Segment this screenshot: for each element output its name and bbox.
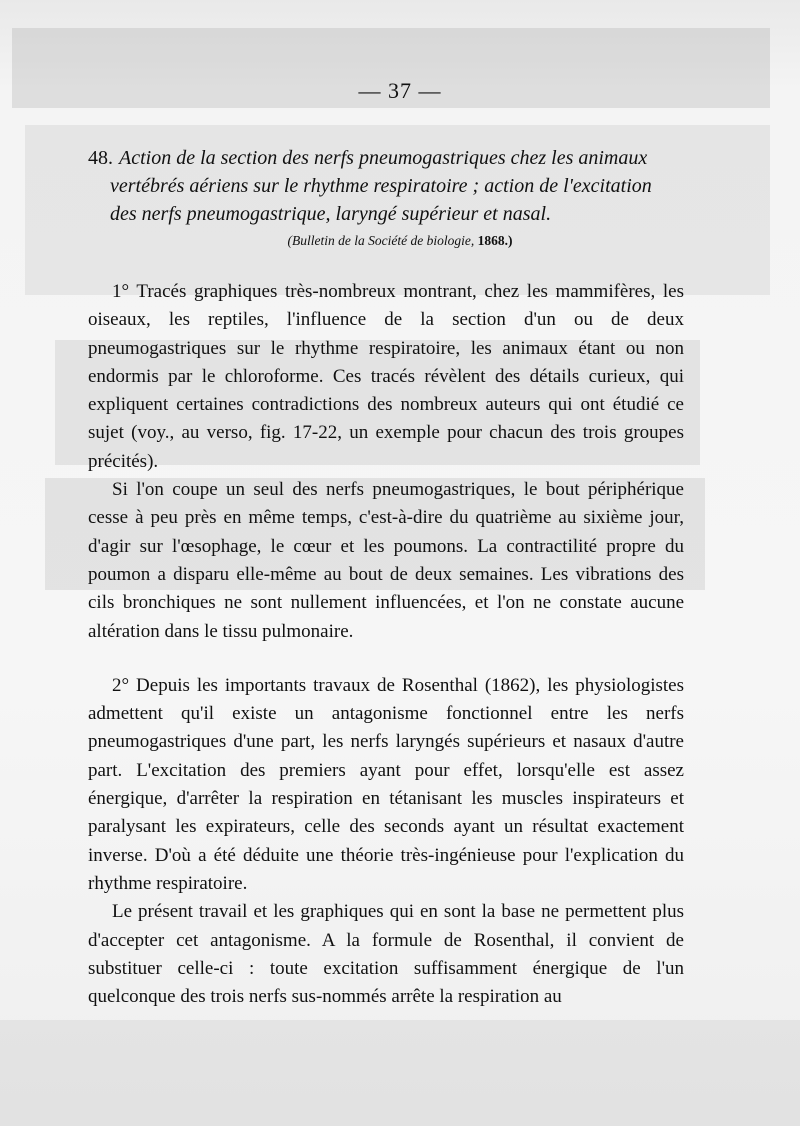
entry-number: 48. [88, 147, 113, 169]
paragraph-1: 1° Tracés graphiques très-nombreux montrant, chez les mammifères, les oiseaux, les reptiles, l'influence de la section d'un ou de deux pneumogastriques sur le rhythme respiratoire, les animaux étant ou non endormis par le chloroforme. Ces tracés révèlent des détails curieux, qui expliquent certaines contradictions des nombreux auteurs qui ont étudié ce sujet (voy., au verso, fig. 17-22, un exemple pour chacun des trois groupes précités). [88, 281, 684, 472]
entry-title-line-1: Action de la section des nerfs pneumogastriques chez les animaux [119, 147, 648, 169]
citation-source: (Bulletin de la Société de biologie, [287, 233, 475, 248]
citation [0, 233, 800, 249]
paragraph-3: 2° Depuis les importants travaux de Rosenthal (1862), les physiologistes admettent qu'il existe un antagonisme fonctionnel entre les nerfs pneumogastriques d'une part, les nerfs laryngés supérieurs et nasaux d'autre part. L'excitation des premiers ayant pour effet, lorsqu'elle est assez énergique, d'arrêter la respiration en tétanisant les muscles inspirateurs et paralysant les expirateurs, celle des seconds ayant un résultat exactement inverse. D'où a été déduite une théorie très-ingénieuse pour l'explication du rhythme respiratoire. [88, 674, 684, 894]
body-text [88, 278, 684, 1011]
paragraph-4: Le présent travail et les graphiques qui en sont la base ne permettent plus d'accepter cet antagonisme. A la formule de Rosenthal, il convient de substituer celle-ci : toute excitation suffisamment énergique de l'un quelconque des trois nerfs sus-nommés arrête la respiration au [88, 901, 684, 1008]
paragraph-2: Si l'on coupe un seul des nerfs pneumogastriques, le bout périphérique cesse à peu près en même temps, c'est-à-dire du quatrième au sixième jour, d'agir sur l'œsophage, le cœur et les poumons. La contractilité propre du poumon a disparu elle-même au bout de deux semaines. Les vibrations des cils bronchiques ne sont nullement influencées, et l'on ne constate aucune altération dans le tissu pulmonaire. [88, 479, 684, 642]
scan-shading [0, 1020, 800, 1126]
entry-title [88, 144, 708, 228]
entry-title-line-3: des nerfs pneumogastrique, laryngé supérieur et nasal. [110, 203, 552, 225]
page-number: — 37 — [358, 78, 442, 103]
citation-year: 1868.) [477, 233, 513, 248]
entry-title-line-2: vertébrés aériens sur le rhythme respiratoire ; action de l'excitation [110, 175, 652, 197]
